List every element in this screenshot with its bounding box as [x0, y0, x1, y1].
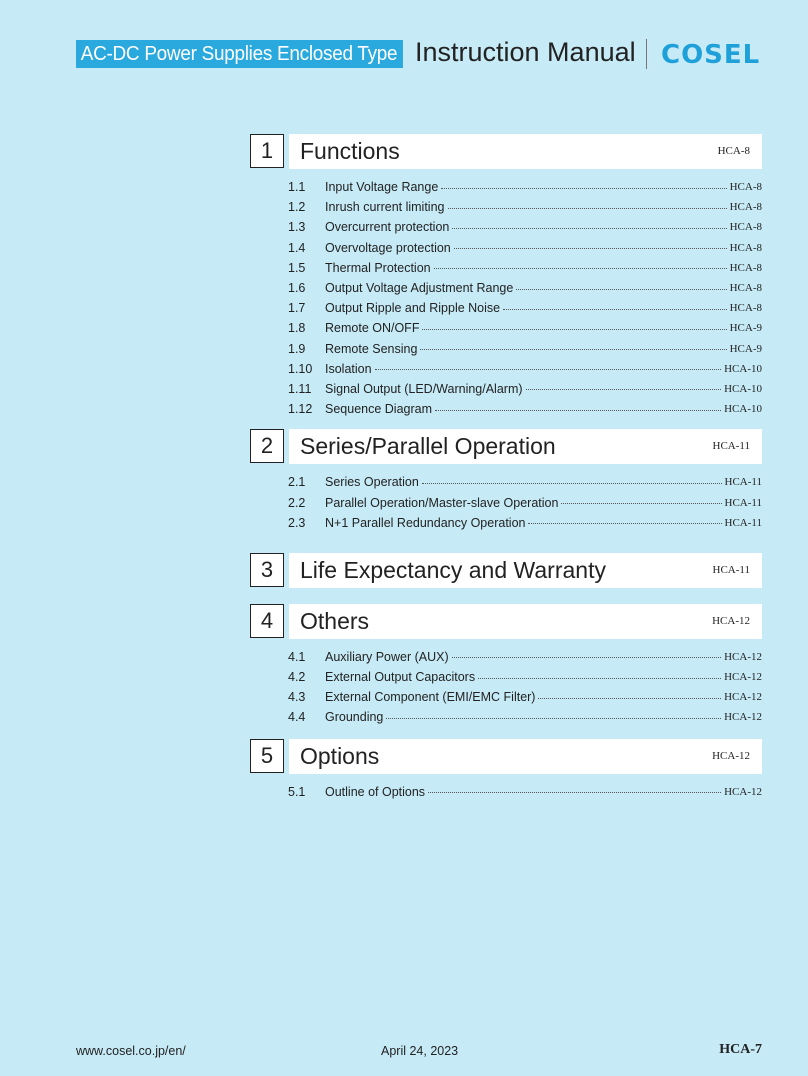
item-number: 1.3 — [288, 220, 306, 235]
dot-leader — [452, 657, 721, 658]
toc-item[interactable] — [250, 177, 762, 197]
item-page: HCA-8 — [729, 241, 762, 254]
dot-leader — [452, 228, 726, 229]
item-label: Overvoltage protection — [325, 240, 451, 255]
section-header[interactable] — [250, 739, 762, 775]
item-label: Overcurrent protection — [325, 220, 450, 235]
item-number: 1.4 — [288, 240, 306, 255]
toc-item[interactable] — [250, 472, 762, 492]
section-title-bar — [289, 134, 762, 169]
section-title-bar — [289, 739, 762, 774]
dot-leader — [526, 389, 722, 390]
toc-item[interactable] — [250, 667, 762, 687]
item-number: 1.11 — [288, 381, 312, 396]
item-page: HCA-8 — [729, 282, 762, 295]
section-title: Others — [300, 607, 370, 634]
toc-item[interactable] — [250, 647, 762, 667]
category-label: AC-DC Power Supplies Enclosed Type — [76, 40, 403, 68]
section-title-bar — [289, 604, 762, 639]
section-header[interactable] — [250, 604, 762, 640]
item-label: N+1 Parallel Redundancy Operation — [325, 515, 526, 530]
item-page: HCA-12 — [724, 671, 762, 684]
dot-leader — [428, 792, 721, 793]
item-number: 2.3 — [288, 515, 306, 530]
dot-leader — [516, 289, 726, 290]
item-page: HCA-11 — [724, 516, 762, 529]
section-number: 4 — [250, 604, 284, 638]
header-divider — [646, 39, 647, 69]
section-header[interactable] — [250, 134, 762, 170]
toc-item[interactable] — [250, 707, 762, 727]
item-number: 4.3 — [288, 690, 306, 705]
item-page: HCA-12 — [724, 711, 762, 724]
section-items — [250, 640, 762, 728]
item-label: Inrush current limiting — [325, 200, 445, 215]
item-number: 2.1 — [288, 475, 306, 490]
dot-leader — [478, 678, 721, 679]
item-page: HCA-8 — [729, 221, 762, 234]
toc-item[interactable] — [250, 687, 762, 707]
dot-leader — [538, 698, 721, 699]
item-label: Thermal Protection — [325, 260, 431, 275]
item-page: HCA-11 — [724, 496, 762, 509]
section-title: Life Expectancy and Warranty — [300, 556, 606, 583]
item-number: 5.1 — [288, 784, 306, 799]
dot-leader — [435, 410, 721, 411]
toc-section — [250, 134, 762, 419]
toc-section — [250, 739, 762, 802]
item-number: 4.2 — [288, 670, 306, 685]
dot-leader — [375, 369, 722, 370]
toc-item[interactable] — [250, 318, 762, 338]
dot-leader — [503, 309, 727, 310]
toc-item[interactable] — [250, 339, 762, 359]
item-number: 1.2 — [288, 200, 306, 215]
item-label: Output Voltage Adjustment Range — [325, 281, 514, 296]
table-of-contents — [250, 134, 762, 802]
toc-item[interactable] — [250, 359, 762, 379]
toc-item[interactable] — [250, 513, 762, 533]
item-page: HCA-10 — [724, 382, 762, 395]
section-header[interactable] — [250, 429, 762, 465]
section-title: Options — [300, 742, 380, 769]
item-number: 4.4 — [288, 710, 306, 725]
section-number: 5 — [250, 739, 284, 773]
toc-item[interactable] — [250, 379, 762, 399]
section-items — [250, 465, 762, 533]
section-items — [250, 775, 762, 802]
toc-section — [250, 553, 762, 589]
item-page: HCA-12 — [724, 785, 762, 798]
item-label: Grounding — [325, 710, 384, 725]
item-label: External Output Capacitors — [325, 670, 476, 685]
item-label: Isolation — [325, 361, 372, 376]
item-label: Signal Output (LED/Warning/Alarm) — [325, 381, 523, 396]
item-number: 2.2 — [288, 495, 306, 510]
dot-leader — [528, 523, 721, 524]
section-items — [250, 170, 762, 419]
section-page: HCA-8 — [717, 145, 750, 157]
item-page: HCA-12 — [724, 650, 762, 663]
dot-leader — [454, 248, 727, 249]
item-page: HCA-12 — [724, 691, 762, 704]
item-label: Sequence Diagram — [325, 402, 433, 417]
toc-item[interactable] — [250, 492, 762, 512]
item-label: Input Voltage Range — [325, 180, 439, 195]
toc-item[interactable] — [250, 258, 762, 278]
header — [76, 38, 762, 70]
toc-section — [250, 604, 762, 728]
section-page: HCA-12 — [712, 614, 750, 627]
section-page: HCA-11 — [712, 440, 750, 453]
item-number: 1.6 — [288, 281, 306, 296]
item-label: Remote ON/OFF — [325, 321, 420, 336]
dot-leader — [561, 503, 721, 504]
section-number: 3 — [250, 553, 284, 587]
item-label: Output Ripple and Ripple Noise — [325, 301, 501, 316]
cosel-logo: COSEL — [661, 40, 761, 70]
section-title-bar — [289, 553, 762, 588]
footer-date: April 24, 2023 — [381, 1044, 459, 1058]
item-label: Parallel Operation/Master-slave Operation — [325, 495, 559, 510]
item-page: HCA-8 — [729, 201, 762, 214]
item-page: HCA-11 — [724, 476, 762, 489]
dot-leader — [434, 268, 727, 269]
item-page: HCA-8 — [729, 302, 762, 315]
item-number: 1.10 — [288, 361, 313, 376]
toc-item[interactable] — [250, 782, 762, 802]
item-number: 1.9 — [288, 341, 306, 356]
toc-item[interactable] — [250, 238, 762, 258]
toc-item[interactable] — [250, 217, 762, 237]
section-title-bar — [289, 429, 762, 464]
item-number: 1.12 — [288, 402, 313, 417]
item-page: HCA-8 — [729, 261, 762, 274]
item-label: External Component (EMI/EMC Filter) — [325, 690, 536, 705]
dot-leader — [386, 718, 721, 719]
dot-leader — [448, 208, 727, 209]
section-header[interactable] — [250, 553, 762, 589]
dot-leader — [420, 349, 726, 350]
item-page: HCA-9 — [729, 342, 762, 355]
item-number: 1.1 — [288, 180, 306, 195]
toc-item[interactable] — [250, 278, 762, 298]
section-title: Functions — [300, 138, 400, 164]
section-number: 2 — [250, 429, 284, 463]
toc-item[interactable] — [250, 298, 762, 318]
dot-leader — [422, 329, 726, 330]
section-number: 1 — [250, 134, 284, 168]
manual-title: Instruction Manual — [415, 37, 636, 67]
footer-url[interactable]: www.cosel.co.jp/en/ — [76, 1044, 186, 1058]
item-number: 1.8 — [288, 321, 306, 336]
dot-leader — [422, 483, 722, 484]
section-title: Series/Parallel Operation — [300, 433, 556, 460]
item-page: HCA-8 — [729, 181, 762, 194]
item-number: 4.1 — [288, 649, 306, 664]
item-number: 1.5 — [288, 260, 306, 275]
item-label: Outline of Options — [325, 784, 426, 799]
footer-page-number: HCA-7 — [719, 1042, 762, 1057]
section-page: HCA-12 — [712, 749, 750, 762]
item-label: Remote Sensing — [325, 341, 418, 356]
dot-leader — [441, 188, 726, 189]
item-label: Auxiliary Power (AUX) — [325, 649, 449, 664]
toc-item[interactable] — [250, 399, 762, 419]
item-page: HCA-10 — [724, 362, 762, 375]
item-label: Series Operation — [325, 475, 419, 490]
item-number: 1.7 — [288, 301, 306, 316]
item-page: HCA-10 — [724, 403, 762, 416]
toc-section — [250, 429, 762, 533]
item-page: HCA-9 — [729, 322, 762, 335]
toc-item[interactable] — [250, 197, 762, 217]
section-page: HCA-11 — [712, 563, 750, 576]
